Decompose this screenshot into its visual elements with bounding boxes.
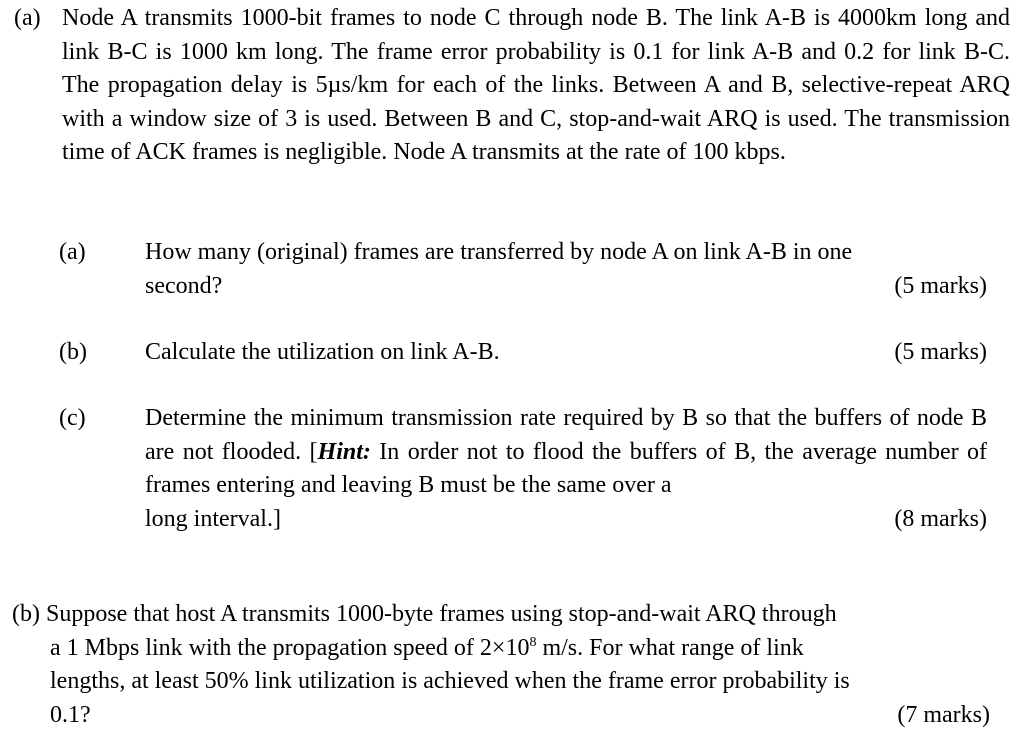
subpart-b-text: Calculate the utilization on link A-B. <box>145 339 500 365</box>
subpart-a <box>59 236 1009 303</box>
question-b-line2-after-sup: m/s. For what range of link <box>536 634 804 661</box>
question-b-line2 <box>50 632 990 666</box>
question-b-line2-before-sup: a 1 Mbps link with the propagation speed of 2×10 <box>50 634 530 661</box>
subpart-a-line2: second? <box>145 272 223 299</box>
subpart-c-text-after-hint: In order not to flood the buffers of B, the average number of frames entering and leaving B must be the same over a <box>145 438 987 499</box>
question-b-marks: (7 marks) <box>897 701 990 728</box>
subpart-c-label: (c) <box>59 405 86 431</box>
subpart-a-line1: How many (original) frames are transferred by node A on link A-B in one <box>145 239 853 265</box>
question-a <box>14 2 1012 170</box>
question-b-line4: 0.1? <box>50 701 91 728</box>
hint-label: Hint: <box>317 438 371 465</box>
subpart-c-marks: (8 marks) <box>894 505 987 532</box>
subpart-c-last-line: long interval.] <box>145 505 281 532</box>
subpart-c-text-before-hint: Determine the minimum transmission rate required by B so that the buffers of node B are not flooded. [ <box>145 405 987 465</box>
question-a-label: (a) <box>14 5 41 31</box>
subpart-b-label: (b) <box>59 339 87 365</box>
subpart-c <box>59 402 1009 536</box>
subpart-b-marks: (5 marks) <box>894 339 987 365</box>
subpart-a-label: (a) <box>59 239 86 265</box>
question-b <box>12 598 1002 732</box>
question-a-text: Node A transmits 1000-bit frames to node C through node B. The link A-B is 4000km long and link B-C is 1000 km long. The frame error probability is 0.1 for link A-B and 0.2 for link B-C. The propagation delay is 5µs/km for each of the links. Between A and B, selective-repeat ARQ with a window size of 3 is used. Between B and C, stop-and-wait ARQ is used. The transmission time of ACK frames is negligible. Node A transmits at the rate of 100 kbps. <box>62 5 1010 166</box>
subpart-c-text <box>145 402 987 503</box>
exponent: 8 <box>529 634 537 650</box>
subpart-b <box>59 336 1009 370</box>
question-b-line1: (b) Suppose that host A transmits 1000-byte frames using stop-and-wait ARQ through <box>12 601 837 627</box>
subpart-a-marks: (5 marks) <box>894 272 987 299</box>
question-b-line3: lengths, at least 50% link utilization is achieved when the frame error probability is <box>50 668 850 695</box>
